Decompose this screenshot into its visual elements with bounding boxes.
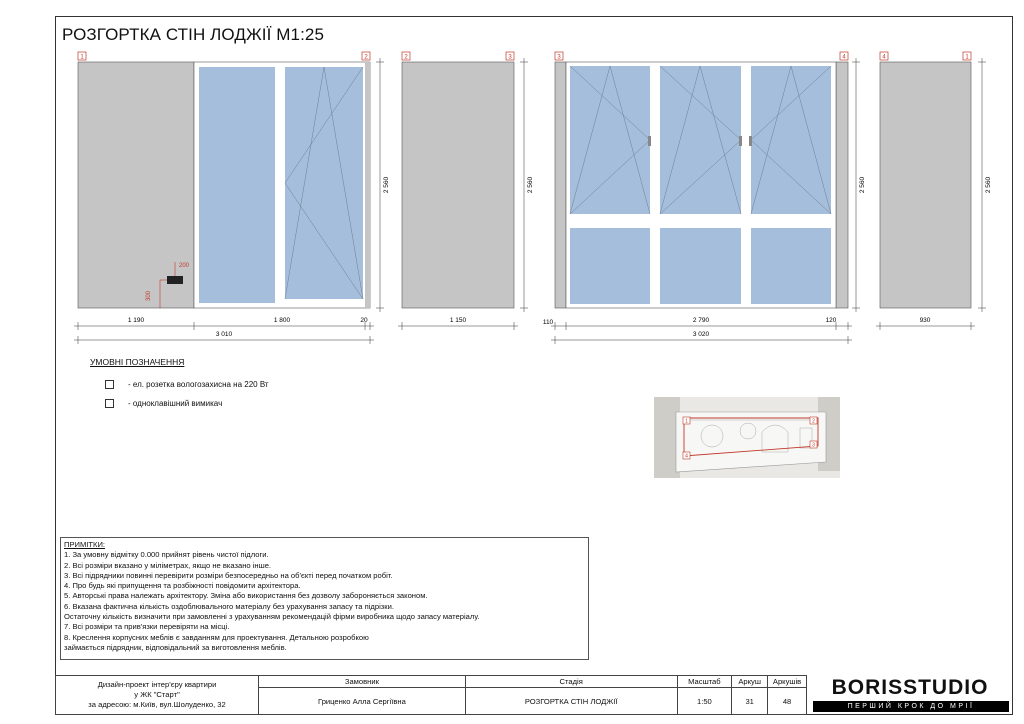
window-glass-fixed [199,67,275,303]
note-line: займається підрядник, відповідальний за виготовлення меблів. [64,642,287,652]
stage-header: Стадія [465,676,677,688]
studio-logo [807,675,1013,715]
dim-3020: 3 020 [692,331,710,338]
marker-4-label: 4 [842,54,846,61]
legend-item-socket: - ел. розетка вологозахисна на 220 Вт [105,380,269,389]
lower-panel-3 [751,228,831,304]
note-line: 8. Креслення корпусних меблів є завданням для проектування. Детальною розробкою [64,632,369,642]
elevation-2-3 [398,52,534,330]
sheets-header: Аркушів [768,676,807,688]
elevation-4-1 [876,52,992,330]
marker-1b-label: 1 [965,54,969,61]
dim-1190: 1 190 [127,317,145,324]
dim-930: 930 [919,317,931,324]
note-line: 4. Про будь які припущення та розбіжності повідомити архітектора. [64,581,301,591]
marker-1-label: 1 [80,54,84,61]
sheets-value: 48 [768,688,807,715]
dim-1800: 1 800 [273,317,291,324]
dim-20: 20 [360,317,368,324]
note-line: Остаточну кількість визначити при замовленні з урахуванням рекомендацій фірми виробника щодо запасу матеріалу. [64,612,480,622]
wall-panel-2 [402,62,514,308]
dim-3010: 3 010 [215,331,233,338]
plan-marker-4: 4 [685,453,688,460]
socket-dim-v: 300 [146,290,152,301]
stage-value: РОЗГОРТКА СТІН ЛОДЖІЇ [465,688,677,715]
plan-marker-1: 1 [685,418,688,425]
window-sash-2 [660,66,741,214]
dim-2790: 2 790 [692,317,710,324]
wall-panel-4 [880,62,971,308]
scale-header: Масштаб [677,676,732,688]
sheet-title: РОЗГОРТКА СТІН ЛОДЖІЇ М1:25 [62,25,325,44]
marker-2b-label: 2 [404,54,408,61]
socket-symbol [167,276,183,284]
brand-tagline: ПЕРШИЙ КРОК ДО МРІЇ [813,701,1009,712]
note-line: 1. За умовну відмітку 0.000 прийнят рівень чистої підлоги. [64,550,269,560]
note-line: 3. Всі підрядники повинні перевірити розміри безпосередньо на об'єкті перед початком робіт. [64,570,393,580]
note-line: 6. Вказана фактична кількість оздоблювального матеріалу без урахування запасу та підрізки. [64,601,394,611]
scale-value: 1:50 [677,688,732,715]
dim-1150: 1 150 [449,317,467,324]
marker-4b-label: 4 [882,54,886,61]
lower-panel-1 [570,228,650,304]
sheet-header: Аркуш [732,676,768,688]
elevation-1-2 [74,52,390,344]
dim-height-1: 2 560 [383,176,390,194]
door-glass [285,67,363,299]
dim-110: 110 [542,319,554,326]
lower-panel-2 [660,228,741,304]
plan-marker-3: 3 [812,442,815,449]
marker-2-label: 2 [364,54,368,61]
note-line: 5. Авторські права належать архітектору. Зміна або використання без дозволу забороняється законом. [64,591,428,601]
plan-marker-2: 2 [812,418,815,425]
dim-height-2: 2 560 [527,176,534,194]
switch-legend-icon [105,399,114,408]
marker-3b-label: 3 [557,54,561,61]
dim-height-3: 2 560 [859,176,866,194]
customer-header: Замовник [259,676,466,688]
project-info: Дизайн-проект інтер'єру квартири у ЖК "Старт" за адресою: м.Київ, вул.Шолуденко, 32 [56,676,259,715]
legend-title: УМОВНІ ПОЗНАЧЕННЯ [90,357,185,367]
legend-item-switch: - одноклавішний вимикач [105,399,222,408]
dim-height-4: 2 560 [985,176,992,194]
sheet-value: 31 [732,688,768,715]
marker-3-label: 3 [508,54,512,61]
dim-120: 120 [825,317,837,324]
socket-dim-h: 200 [179,263,190,269]
socket-legend-icon [105,380,114,389]
loggia-plan-key [654,397,840,478]
customer-value: Гриценко Алла Сергіївна [259,688,466,715]
notes-heading: ПРИМІТКИ: [64,540,106,549]
elevation-3-4 [543,52,866,344]
notes-box [60,537,589,660]
window-sash-3 [751,66,831,214]
wall-strip [365,62,370,308]
note-line: 2. Всі розміри вказано у міліметрах, якщо не вказано інше. [64,560,272,570]
brand-name: BORISSTUDIO [831,676,989,699]
window-sash-1 [570,66,650,214]
note-line: 7. Всі розміри та прив'язки перевіряти на місці. [64,622,230,632]
title-block [55,675,807,715]
wall-panel-1 [78,62,194,308]
